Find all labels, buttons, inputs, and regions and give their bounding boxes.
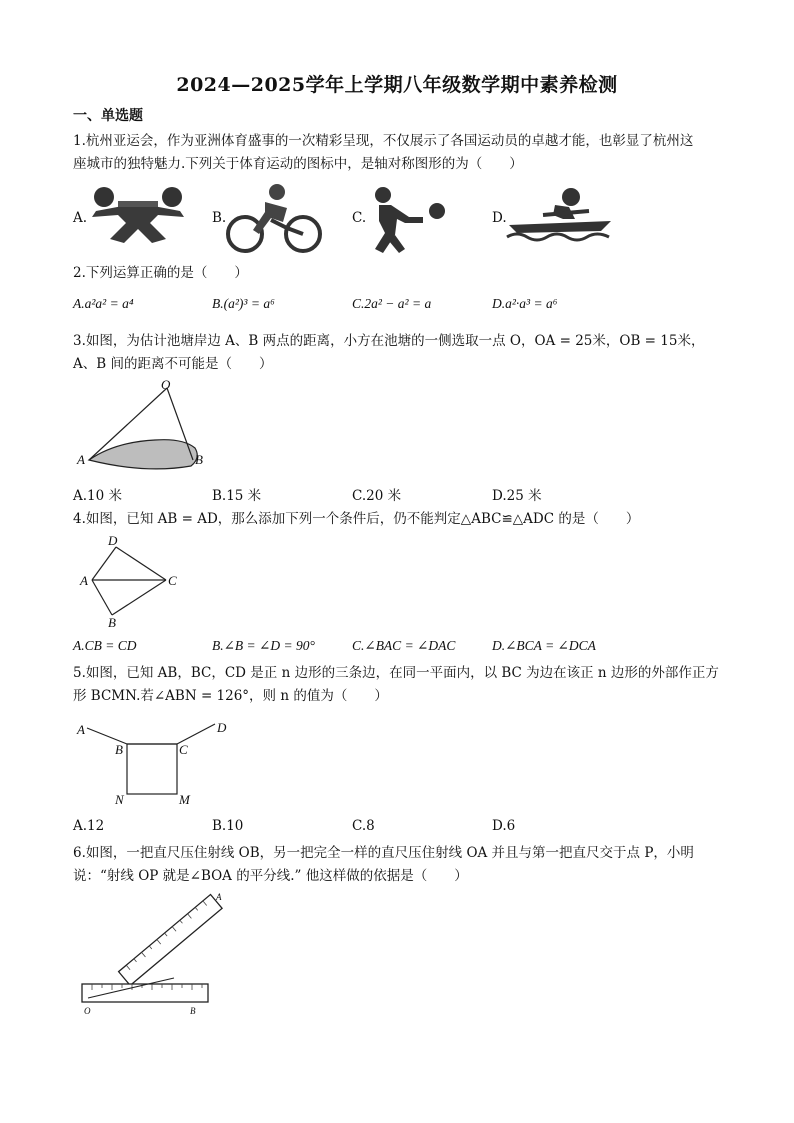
volleyball-icon (365, 183, 455, 258)
question-2-stem (73, 262, 723, 285)
fig5-label-a: A (77, 722, 85, 737)
q2-option-b[interactable]: B.(a²)³ = a⁶ (212, 296, 275, 311)
q3-option-b[interactable]: B.15 米 (212, 488, 262, 504)
pond-figure (75, 378, 215, 473)
q3-option-c[interactable]: C.20 米 (352, 488, 402, 504)
q5-line1: 5.如图，已知 AB，BC，CD 是正 n 边形的三条边，在同一平面内，以 BC 为边在该正 n 边形的外部作正方 (73, 665, 719, 681)
q5-option-b[interactable]: B.10 (212, 818, 244, 834)
fig6-label-a: A (216, 892, 222, 902)
fig6-label-b: B (190, 1006, 196, 1016)
q3-line2: A、B 间的距离不可能是（ ） (73, 356, 273, 372)
q1-option-d[interactable]: D. (492, 210, 507, 226)
q1-option-b[interactable]: B. (212, 210, 227, 226)
q3-line1: 3.如图，为估计池塘岸边 A、B 两点的距离，小方在池塘的一侧选取一点 O，OA = 25米，OB = 15米， (73, 333, 705, 349)
fig5-label-m: M (179, 792, 190, 807)
question-5-options (73, 818, 723, 838)
fig5-label-c: C (179, 742, 188, 757)
q1-option-a[interactable]: A. (73, 210, 88, 226)
q5-option-a[interactable]: A.12 (73, 818, 105, 834)
rowing-icon (505, 185, 615, 245)
question-3-options (73, 484, 723, 504)
fig4-label-d: D (108, 533, 118, 548)
fig3-label-o: O (161, 377, 171, 392)
q5-option-c[interactable]: C.8 (352, 818, 375, 834)
q4-option-d[interactable]: D.∠BCA = ∠DCA (492, 638, 596, 653)
q5-line2: 形 BCMN.若∠ABN = 126°，则 n 的值为（ ） (73, 688, 388, 704)
q4-option-c[interactable]: C.∠BAC = ∠DAC (352, 638, 456, 653)
q3-option-d[interactable]: D.25 米 (492, 488, 542, 504)
question-2-options (73, 296, 723, 316)
fig4-label-a: A (80, 573, 88, 588)
q2-option-d[interactable]: D.a²·a³ = a⁶ (492, 296, 558, 311)
q4-option-b[interactable]: B.∠B = ∠D = 90° (212, 638, 315, 653)
question-5-stem (73, 662, 723, 708)
question-6-stem (73, 842, 723, 888)
square-polygon-figure (75, 718, 235, 808)
q6-line2: 说：“射线 OP 就是∠BOA 的平分线.” 他这样做的依据是（ ） (73, 868, 468, 884)
fig4-label-c: C (168, 573, 177, 588)
question-4-stem (73, 508, 723, 531)
fig3-label-b: B (195, 452, 203, 467)
question-4-options (73, 638, 723, 658)
fig4-label-b: B (108, 615, 116, 630)
fig5-label-b: B (115, 742, 123, 757)
section-heading: 一、单选题 (73, 108, 143, 124)
q3-option-a[interactable]: A.10 米 (73, 488, 123, 504)
weightlifting-icon (88, 183, 193, 248)
fig3-label-a: A (77, 452, 85, 467)
q1-line1: 1.杭州亚运会，作为亚洲体育盛事的一次精彩呈现，不仅展示了各国运动员的卓越才能，也彰显了杭州这 (73, 133, 694, 149)
q4-option-a[interactable]: A.CB = CD (73, 638, 137, 653)
rulers-figure (78, 890, 222, 1016)
q5-option-d[interactable]: D.6 (492, 818, 516, 834)
q2-option-c[interactable]: C.2a² − a² = a (352, 296, 432, 311)
quadrilateral-figure (78, 535, 188, 630)
fig5-label-d: D (217, 720, 227, 735)
q4-line1: 4.如图，已知 AB = AD，那么添加下列一个条件后，仍不能判定△ABC≌△ADC 的是（ ） (73, 511, 640, 527)
cycling-icon (225, 182, 325, 254)
q2-option-a[interactable]: A.a²a² = a⁴ (73, 296, 134, 311)
fig5-label-n: N (115, 792, 124, 807)
q1-option-c[interactable]: C. (352, 210, 367, 226)
page-title: 2024—2025学年上学期八年级数学期中素养检测 (176, 74, 618, 96)
q2-line1: 2.下列运算正确的是（ ） (73, 265, 248, 281)
question-3-stem (73, 330, 723, 376)
question-1-stem (73, 130, 723, 176)
fig6-label-o: O (84, 1006, 91, 1016)
q6-line1: 6.如图，一把直尺压住射线 OB，另一把完全一样的直尺压住射线 OA 并且与第一把直尺交于点 P，小明 (73, 845, 694, 861)
q1-line2: 座城市的独特魅力.下列关于体育运动的图标中，是轴对称图形的为（ ） (73, 156, 523, 172)
